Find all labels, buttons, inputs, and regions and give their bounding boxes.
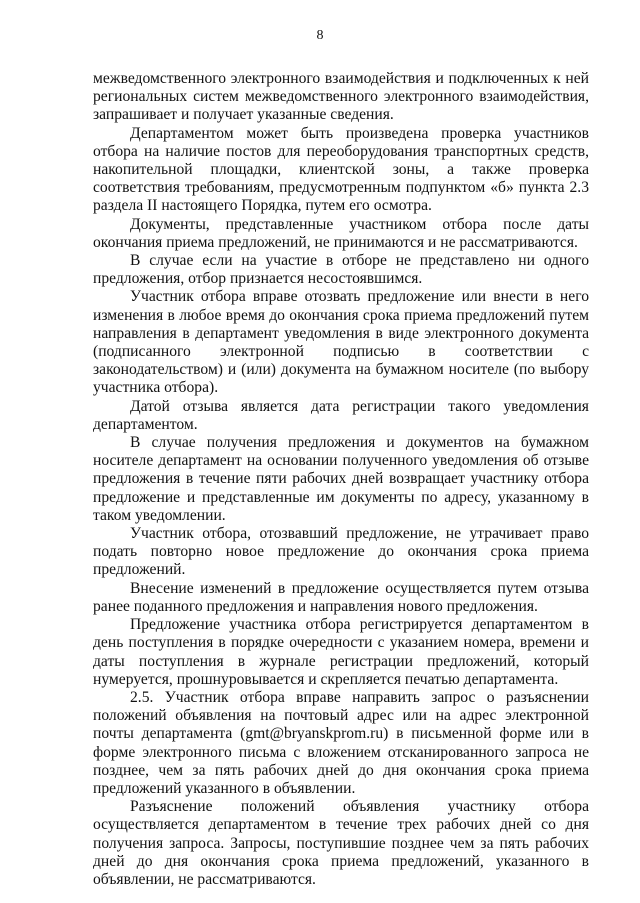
paragraph-withdrawal-date: Датой отзыва является дата регистрации такого уведомления департаментом. bbox=[93, 397, 589, 433]
paragraph-clarification-response: Разъяснение положений объявления участнику отбора осуществляется департаментом в течение трех рабочих дней со дня получения запроса. Запросы, поступившие позднее чем за пять рабочих дней до дня окончания срока приема предложений, указанного в объявлении, не рассматриваются. bbox=[93, 798, 589, 888]
paragraph-no-proposals: В случае если на участие в отборе не представлено ни одного предложения, отбор признается несостоявшимся. bbox=[93, 252, 589, 288]
paragraph-return-documents: В случае получения предложения и документов на бумажном носителе департамент на основании полученного уведомления об отзыве предложения в течение пяти рабочих дней возвращает участнику отбора предложение и представленные им документы по адресу, указанному в таком уведомлении. bbox=[93, 434, 589, 524]
page-number: 8 bbox=[316, 28, 324, 43]
paragraph-continuation: межведомственного электронного взаимодействия и подключенных к ней региональных систем межведомственного электронного взаимодействия, запрашивает и получает указанные сведения. bbox=[93, 70, 589, 124]
paragraph-withdrawal: Участник отбора вправе отозвать предложение или внести в него изменения в любое время до окончания срока приема предложений путем направления в департамент уведомления в виде электронного документа (подписанного электронной подписью в соответствии с законодательством) и (или) документа на бумажном носителе (по выбору участника отбора). bbox=[93, 288, 589, 397]
paragraph-inspection: Департаментом может быть произведена проверка участников отбора на наличие постов для переоборудования транспортных средств, накопительной площадки, клиентской зоны, а также проверка соответствия требованиям, предусмотренным подпунктом «б» пункта 2.3 раздела II настоящего Порядка, путем его осмотра. bbox=[93, 124, 589, 215]
paragraph-clarification-request: 2.5. Участник отбора вправе направить запрос о разъяснении положений объявления на почтовый адрес или на адрес электронной почты департамента (gmt@bryanskprom.ru) в письменной форме или в форме электронного письма с вложением отсканированного запроса не позднее, чем за пять рабочих дней до дня окончания срока приема предложений указанного в объявлении. bbox=[93, 688, 589, 797]
document-body bbox=[93, 70, 589, 889]
paragraph-resubmission: Участник отбора, отозвавший предложение, не утрачивает право подать повторно новое предложение до окончания срока приема предложений. bbox=[93, 525, 589, 579]
paragraph-changes: Внесение изменений в предложение осуществляется путем отзыва ранее поданного предложения и направления нового предложения. bbox=[93, 579, 589, 615]
paragraph-late-documents: Документы, представленные участником отбора после даты окончания приема предложений, не принимаются и не рассматриваются. bbox=[93, 215, 589, 251]
paragraph-registration: Предложение участника отбора регистрируется департаментом в день поступления в порядке очередности с указанием номера, времени и даты поступления в журнале регистрации предложений, который нумеруется, прошнуровывается и скрепляется печатью департамента. bbox=[93, 616, 589, 688]
